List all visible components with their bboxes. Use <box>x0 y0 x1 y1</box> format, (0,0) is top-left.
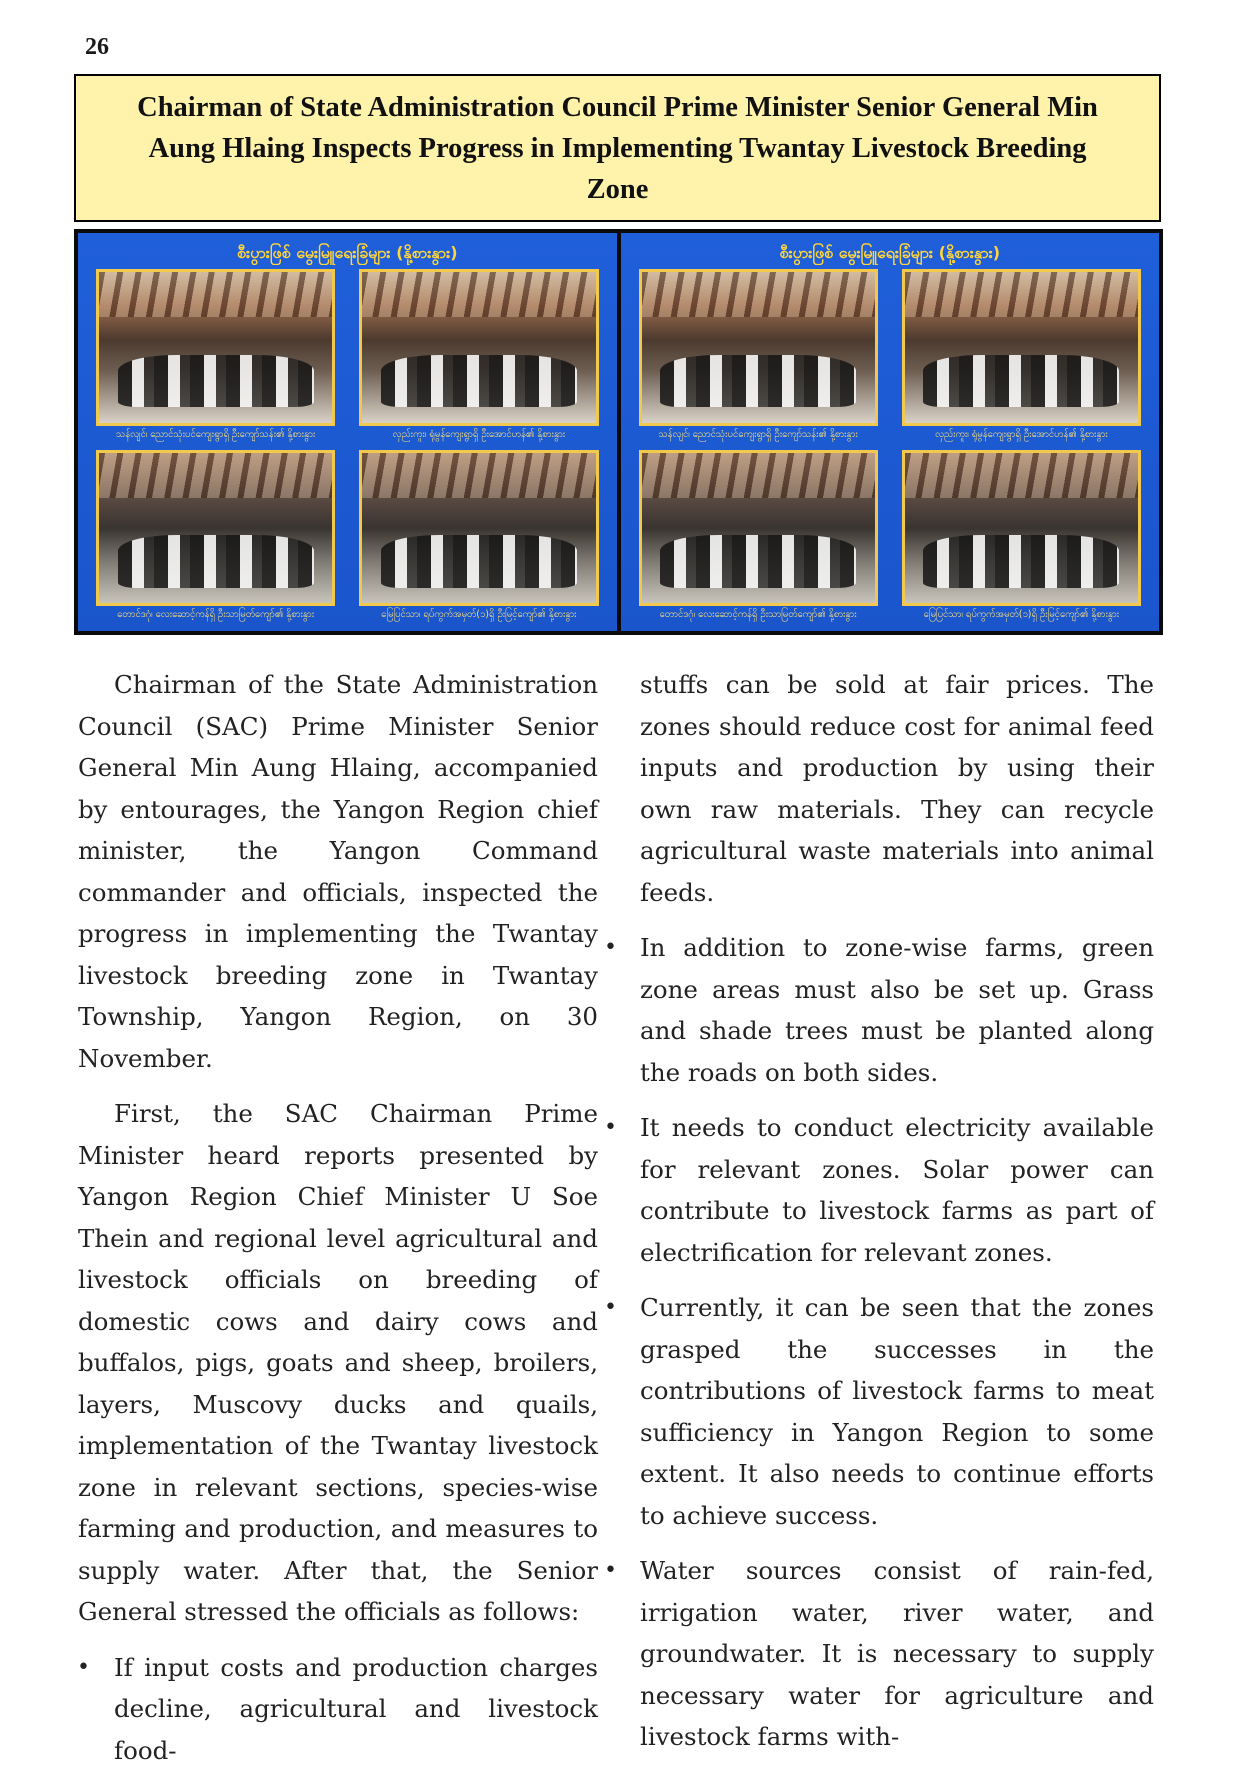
photo-board-right <box>621 233 1160 631</box>
page-number: 26 <box>85 34 109 60</box>
bullet-icon: • <box>77 1654 90 1680</box>
barn-photo <box>359 269 598 426</box>
left-column <box>78 664 598 1785</box>
bullet-item <box>605 1107 1154 1273</box>
barn-photo <box>902 269 1141 426</box>
bullet-item <box>605 1550 1154 1758</box>
article-title: Chairman of State Administration Council Prime Minister Senior General Min Aung Hlaing Inspects Progress in Implementing Twantay Livestock Breeding Zone <box>137 91 1098 205</box>
bullet-list <box>604 927 1154 1758</box>
board-heading: စီးပွားဖြစ် မွေးမြူရေးခြံများ (နို့စားနွား) <box>237 243 458 262</box>
board-heading: စီးပွားဖြစ် မွေးမြူရေးခြံများ (နို့စားနွား) <box>779 243 1000 262</box>
barn-photo <box>902 450 1141 607</box>
photo-caption: သန်လျင်၊ ညောင်သုံးပင်ကျေးရွာရှိ ဦးကျော်သန်း၏ နို့စားနွား <box>658 428 858 440</box>
barn-photo <box>359 450 598 607</box>
barn-photo <box>96 450 335 607</box>
bullet-icon: • <box>604 935 617 960</box>
body-paragraph-continuation: stuffs can be sold at fair prices. The zones should reduce cost for animal feed inputs and production by using their own raw materials. They can recycle agricultural waste materials into animal feeds. <box>640 670 1154 907</box>
body-paragraph: First, the SAC Chairman Prime Minister heard reports presented by Yangon Region Chief Minister U Soe Thein and regional level agricultural and livestock officials on breeding of domestic cows and dairy cows and buffalos, pigs, goats and sheep, broilers, layers, Muscovy ducks and quails, implementation of the Twantay livestock zone in relevant sections, species-wise farming and production, and measures to supply water. After that, the Senior General stressed the officials as follows: <box>78 1099 598 1626</box>
bullet-text: Currently, it can be seen that the zones grasped the successes in the contributions of livestock farms to meat sufficiency in Yangon Region to some extent. It also needs to continue efforts to achieve success. <box>640 1293 1154 1530</box>
photo-caption: လှည်းကူး၊ ရုံမွန်ကျေးရွာရှိ ဦးအောင်ဟန်၏ နို့စားနွား <box>392 428 566 440</box>
bullet-icon: • <box>604 1295 617 1320</box>
photo-caption: သန်လျင်၊ ညောင်သုံးပင်ကျေးရွာရှိ ဦးကျော်သန်း၏ နို့စားနွား <box>115 428 316 440</box>
barn-photo <box>639 269 878 426</box>
photo-board-left <box>78 233 617 631</box>
bullet-item <box>605 927 1154 1093</box>
body-paragraph: Chairman of the State Administration Council (SAC) Prime Minister Senior General Min Aung Hlaing, accompanied by entourages, the Yangon Region chief minister, the Yangon Command commander and officials, inspected the progress in implementing the Twantay livestock breeding zone in Twantay Township, Yangon Region, on 30 November. <box>78 670 598 1073</box>
bullet-text: It needs to conduct electricity available for relevant zones. Solar power can contribute to livestock farms as part of electrification for relevant zones. <box>640 1113 1154 1267</box>
barn-photo <box>96 269 335 426</box>
photo-caption: မြေပြင်သာ၊ ရပ်ကွက်အမှတ်(၁)ရှိ ဦးမြင့်ကျော်၏ နို့စားနွား <box>923 609 1120 620</box>
photo-caption: တောင်ဒဂုံ၊ လေးဆောင့်ကန်ရှိ ဦးသာမြတ်ကျော်၏ နို့စားနွား <box>659 609 857 620</box>
bullet-list <box>78 1647 598 1772</box>
bullet-text: In addition to zone-wise farms, green zone areas must also be set up. Grass and shade trees must be planted along the roads on both sides. <box>640 933 1154 1087</box>
photo-caption: မြေပြင်သာ၊ ရပ်ကွက်အမှတ်(၁)ရှိ ဦးမြင့်ကျော်၏ နို့စားနွား <box>381 609 577 620</box>
barn-photo <box>639 450 878 607</box>
bullet-icon: • <box>604 1115 617 1140</box>
bullet-item <box>605 1287 1154 1536</box>
bullet-text: If input costs and production charges decline, agricultural and livestock food- <box>114 1652 598 1765</box>
bullet-icon: • <box>604 1558 617 1583</box>
right-column <box>604 664 1154 1772</box>
article-photo <box>74 229 1163 635</box>
bullet-item <box>78 1647 598 1772</box>
article-title-box <box>74 74 1161 222</box>
photo-caption: လှည်းကူး၊ ရုံမွန်ကျေးရွာရှိ ဦးအောင်ဟန်၏ နို့စားနွား <box>935 428 1108 440</box>
photo-caption: တောင်ဒဂုံ၊ လေးဆောင့်ကန်ရှိ ဦးသာမြတ်ကျော်၏ နို့စားနွား <box>117 609 315 620</box>
bullet-text: Water sources consist of rain-fed, irrigation water, river water, and groundwater. It is necessary to supply necessary water for agriculture and livestock farms with- <box>640 1556 1154 1751</box>
